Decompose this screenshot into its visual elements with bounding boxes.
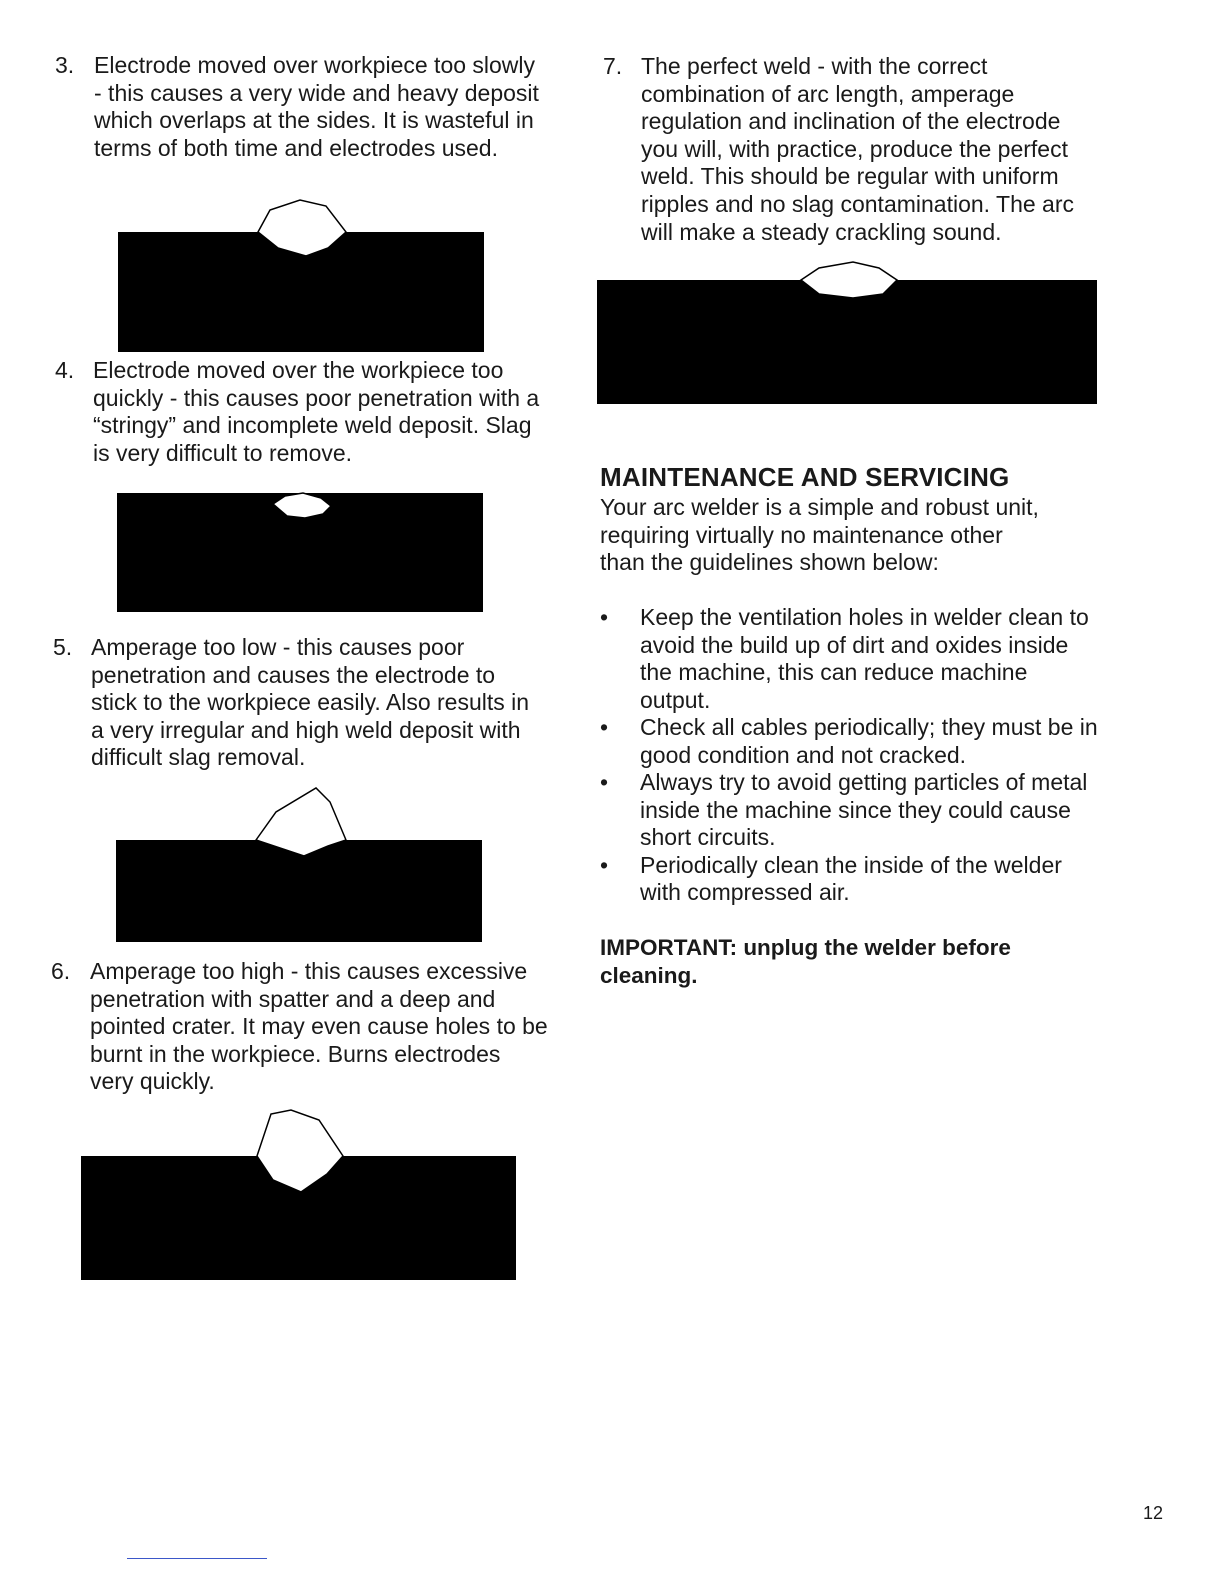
item-text: The perfect weld - with the correct combination of arc length, amperage regulation and inclination of the electrode you will, with practice, produce the perfect weld. This should be regular with uniform ripples and no slag contamination. The arc will make a steady crackling sound.	[641, 53, 1075, 245]
bullet-icon: •	[600, 604, 609, 630]
weld-diagram-amperage-too-high	[81, 1108, 519, 1284]
item-text: Electrode moved over workpiece too slowly - this causes a very wide and heavy deposit which overlaps at the sides. It is wasteful in terms of both time and electrodes used.	[94, 52, 539, 161]
footer-divider	[127, 1558, 267, 1559]
bullet-icon: •	[600, 851, 609, 878]
item-number: 7.	[603, 53, 623, 79]
list-item: • Check all cables periodically; they must be in good condition and not cracked.	[600, 714, 1098, 768]
item-number: 6.	[51, 958, 71, 984]
list-item: • Keep the ventilation holes in welder clean to avoid the build up of dirt and oxides inside the machine, this can reduce machine output.	[600, 604, 1089, 713]
weld-diagram-amperage-too-low	[116, 784, 484, 944]
item-text: Amperage too low - this causes poor penetration and causes the electrode to stick to the workpiece easily. Also results in a very irregular and high weld deposit with difficult slag removal.	[91, 634, 530, 771]
section-title: MAINTENANCE AND SERVICING	[600, 462, 1010, 492]
weld-diagram-perfect	[597, 258, 1099, 406]
workpiece-block	[116, 840, 482, 942]
item-number: 4.	[55, 357, 75, 383]
bullet-icon: •	[600, 769, 609, 795]
bullet-icon: •	[600, 714, 609, 740]
item-text: Amperage too high - this causes excessive penetration with spatter and a deep and pointed crater. It may even cause holes to be burnt in the workpiece. Burns electrodes very quickly.	[90, 958, 548, 1095]
item-number: 3.	[55, 52, 75, 78]
weld-diagram-too-slow	[118, 198, 486, 354]
item-text: Electrode moved over the workpiece too quickly - this causes poor penetration with a “stringy” and incomplete weld deposit. Slag is very difficult to remove.	[93, 357, 540, 466]
maintenance-intro: Your arc welder is a simple and robust unit, requiring virtually no maintenance other than the guidelines shown below:	[600, 494, 1039, 576]
maintenance-list	[600, 604, 1100, 907]
weld-diagram-too-fast	[117, 490, 485, 614]
item-number: 5.	[53, 634, 73, 660]
workpiece-block	[597, 280, 1097, 404]
list-item: • Periodically clean the inside of the welder with compressed air.	[600, 851, 1062, 905]
page-number: 12	[1143, 1503, 1164, 1523]
list-item: • Always try to avoid getting particles of metal inside the machine since they could cause short circuits.	[600, 769, 1088, 850]
important-note: IMPORTANT: unplug the welder before cleaning.	[600, 935, 1011, 988]
